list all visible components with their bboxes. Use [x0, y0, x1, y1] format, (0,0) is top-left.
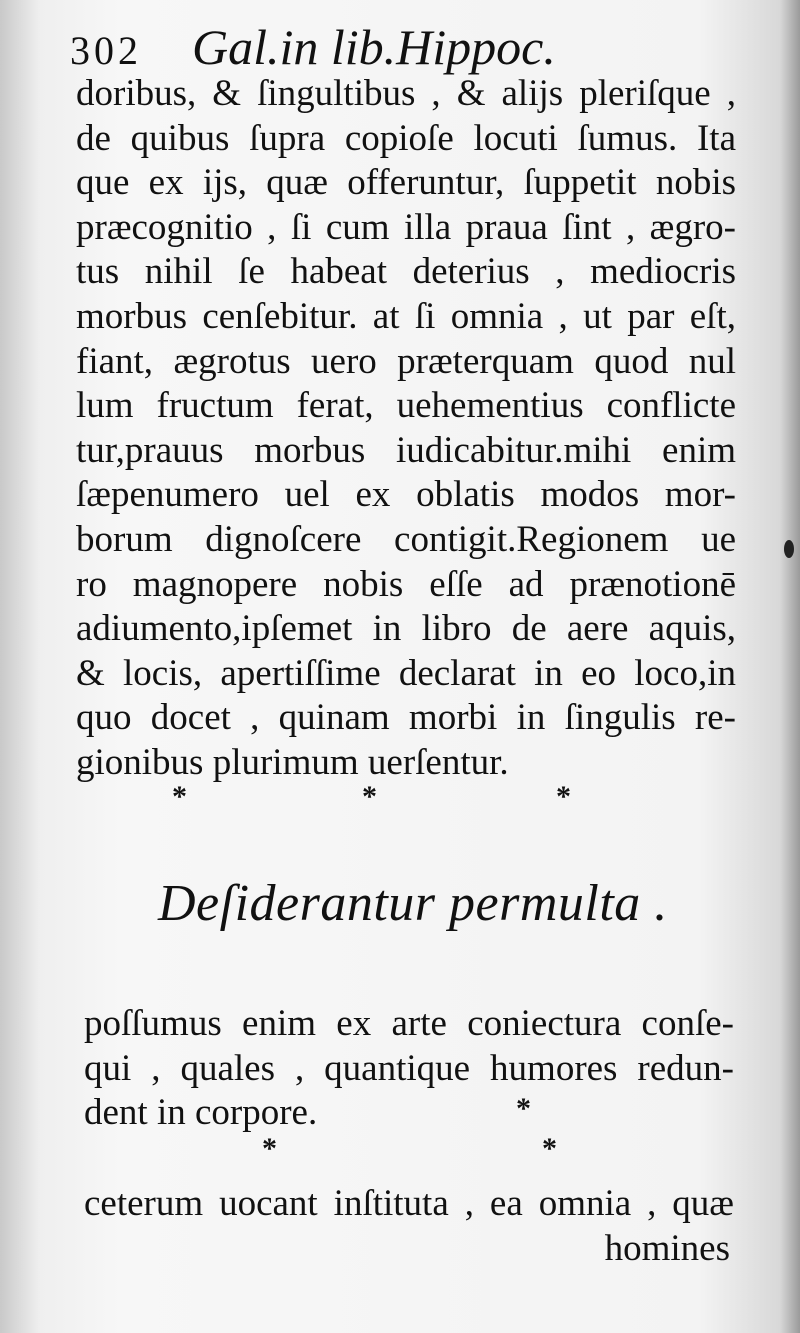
ink-blot — [784, 540, 794, 558]
page-header — [70, 18, 556, 78]
text-line: doribus, & ſingultibus , & alijs pleriſque , — [76, 73, 736, 114]
asterisk-mark: * — [172, 780, 187, 813]
text-line: gionibus plurimum uerſentur. — [76, 741, 509, 783]
text-line: præcognitio , ſi cum illa praua ſint , ægro- — [76, 206, 736, 248]
asterisk-mark: * — [556, 780, 571, 813]
text-line: adiumento,ipſemet in libro de aere aquis, — [76, 608, 736, 650]
text-line: de quibus ſupra copioſe locuti ſumus. Ita — [76, 117, 736, 159]
text-line: poſſumus enim ex arte coniectura conſe- — [84, 1003, 734, 1044]
text-line: & locis, apertiſſime declarat in eo loco,in — [76, 652, 736, 694]
paragraph-block — [84, 1002, 734, 1136]
text-line: ſæpenumero uel ex oblatis modos mor- — [76, 474, 736, 516]
text-line: qui , quales , quantique humores redun- — [84, 1047, 734, 1089]
section-heading: Deſiderantur permulta . — [158, 875, 668, 932]
text-line: lum fructum ferat, uehementius conflicte — [76, 385, 736, 427]
text-line: morbus cenſebitur. at ſi omnia , ut par eſt, — [76, 295, 736, 337]
text-line: quo docet , quinam morbi in ſingulis re- — [76, 697, 736, 739]
main-text-block — [76, 72, 736, 786]
asterisk-mark: * — [516, 1092, 531, 1125]
text-line: que ex ijs, quæ offeruntur, ſuppetit nobis — [76, 162, 736, 204]
text-line: ro magnopere nobis eſſe ad prænotionē — [76, 563, 736, 605]
text-line: fiant, ægrotus uero præterquam quod nul — [76, 340, 736, 382]
text-line: borum dignoſcere contigit.Regionem ue — [76, 518, 736, 560]
text-line: tus nihil ſe habeat deterius , mediocris — [76, 251, 736, 293]
asterisk-mark: * — [542, 1132, 557, 1165]
text-line: ceterum uocant inſtituta , ea omnia , quæ — [84, 1183, 734, 1224]
asterisk-mark: * — [262, 1132, 277, 1165]
folio-number: 302 — [70, 28, 142, 73]
running-title: Gal.in lib.Hippoc. — [192, 19, 556, 75]
catchword: homines — [604, 1227, 730, 1269]
paragraph-block — [84, 1182, 734, 1271]
text-line: tur,prauus morbus iudicabitur.mihi enim — [76, 429, 736, 471]
text-line: dent in corpore. — [84, 1092, 318, 1134]
asterisk-mark: * — [362, 780, 377, 813]
